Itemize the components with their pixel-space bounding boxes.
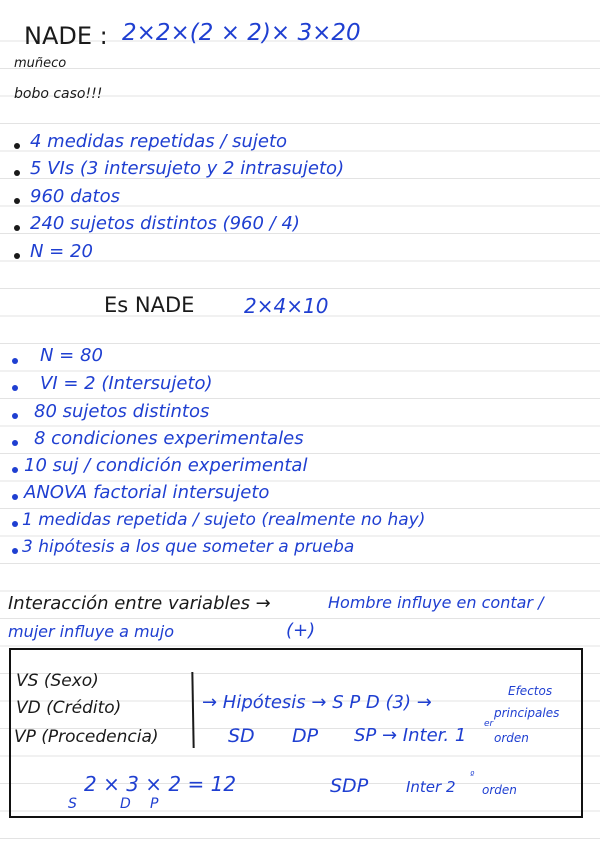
interaction-lead: Interacción entre variables →	[8, 593, 271, 614]
principal-label: principales	[494, 706, 560, 720]
letter-d: D	[120, 796, 131, 812]
bullet	[12, 548, 18, 554]
list2-item-3: 8 condiciones experimentales	[34, 428, 304, 449]
list1-item-4: N = 20	[30, 241, 93, 262]
list2-item-2: 80 sujetos distintos	[34, 401, 210, 422]
var-vs: VS (Sexo)	[16, 671, 99, 691]
inter2-orden: orden	[482, 783, 517, 797]
list2-item-6: 1 medidas repetida / sujeto (realmente no hay)	[22, 510, 426, 530]
note-bobo: bobo caso!!!	[14, 86, 103, 102]
design2-label: Es NADE	[104, 293, 195, 317]
pair-sd: SD	[228, 725, 255, 747]
bullet	[14, 225, 20, 231]
var-vp: VP (Procedencia)	[14, 727, 159, 747]
bullet	[12, 440, 18, 446]
list1-item-2: 960 datos	[30, 186, 120, 207]
list2-item-7: 3 hipótesis a los que someter a prueba	[22, 537, 355, 557]
effects-label: Efectos	[508, 684, 553, 698]
pair-sp: SP → Inter. 1	[354, 725, 467, 746]
var-vd: VD (Crédito)	[16, 698, 122, 718]
list2-item-5: ANOVA factorial intersujeto	[24, 482, 270, 503]
bullet	[12, 358, 18, 364]
hypothesis-line: → Hipótesis → S P D (3) →	[202, 692, 432, 713]
first-order-sup: er	[484, 719, 494, 729]
interaction-line2: mujer influye a mujo	[8, 622, 174, 641]
bullet	[14, 253, 20, 259]
bullet	[12, 521, 18, 527]
list2-item-4: 10 suj / condición experimental	[24, 455, 308, 476]
nade-formula: 2×2×(2 × 2)× 3×20	[122, 20, 361, 46]
bullet	[14, 143, 20, 149]
bullet	[12, 494, 18, 500]
bullet	[14, 198, 20, 204]
note-scribble: muñeco	[14, 56, 67, 71]
design2-formula: 2×4×10	[244, 294, 329, 318]
bullet	[12, 385, 18, 391]
bullet	[12, 467, 18, 473]
first-order-word: orden	[494, 731, 529, 745]
nade-label: NADE :	[24, 22, 108, 50]
sdp-label: SDP	[330, 775, 369, 797]
interaction-line1: Hombre influye en contar /	[328, 593, 544, 612]
list2-item-0: N = 80	[40, 345, 103, 366]
interaction-sign: (+)	[286, 620, 316, 641]
letter-p: P	[150, 796, 159, 812]
pair-dp: DP	[292, 725, 319, 747]
list1-item-0: 4 medidas repetidas / sujeto	[30, 131, 288, 152]
inter2-label: Inter 2	[406, 778, 456, 796]
list1-item-1: 5 VIs (3 intersujeto y 2 intrasujeto)	[30, 158, 345, 179]
bullet	[14, 170, 20, 176]
inter2-sup: º	[470, 771, 475, 781]
bullet	[12, 413, 18, 419]
list2-item-1: VI = 2 (Intersujeto)	[40, 373, 213, 394]
list1-item-3: 240 sujetos distintos (960 / 4)	[30, 213, 300, 234]
letter-s: S	[68, 796, 77, 812]
calc-line: 2 × 3 × 2 = 12	[84, 772, 237, 796]
